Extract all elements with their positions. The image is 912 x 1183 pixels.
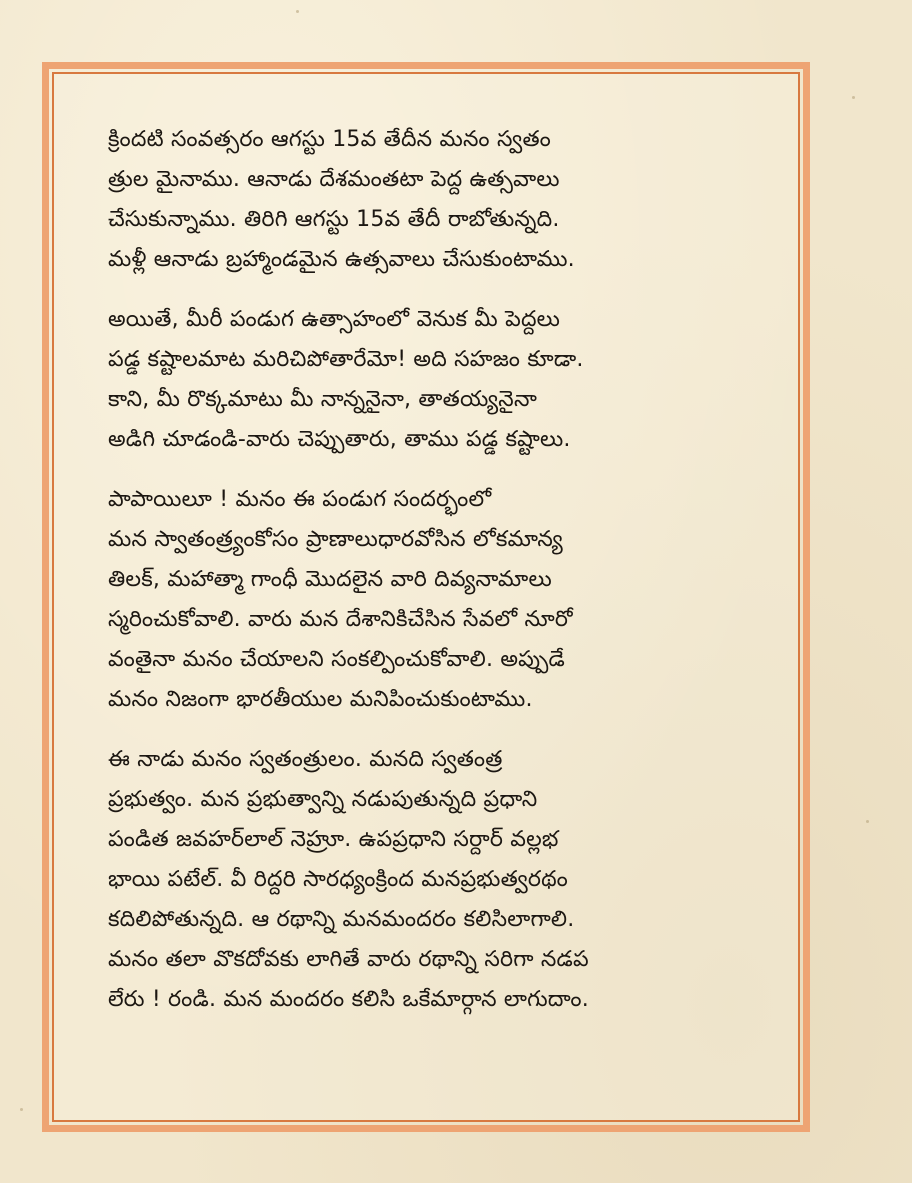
paragraph-2 xyxy=(108,300,758,460)
text-line: త్రుల మైనాము. ఆనాడు దేశమంతటా పెద్ద ఉత్సవాలు xyxy=(108,167,560,192)
text-line: అయితే, మీరీ పండుగ ఉత్సాహంలో వెనుక మీ పెద్దలు xyxy=(108,307,561,332)
text-line: కాని, మీ రొక్కమాటు మీ నాన్ననైనా, తాతయ్యనైనా xyxy=(108,387,538,412)
text-line: పాపాయిలూ ! మనం ఈ పండుగ సందర్భంలో xyxy=(108,487,492,512)
text-line: ప్రభుత్వం. మన ప్రభుత్వాన్ని నడుపుతున్నది ప్రధాని xyxy=(108,787,538,812)
paper-speck xyxy=(852,96,855,99)
text-line: పడ్డ కష్టాలమాట మరిచిపోతారేమో! అది సహజం కూడా. xyxy=(108,347,584,372)
document-body xyxy=(108,120,758,1020)
text-line: స్మరించుకోవాలి. వారు మన దేశానికిచేసిన సేవలో నూరో xyxy=(108,607,573,632)
text-line: భాయి పటేల్. వీ రిద్దరి సారధ్యంక్రింద మనప్రభుత్వరథం xyxy=(108,867,569,892)
paper-speck xyxy=(20,1108,23,1111)
text-line: క్రిందటి సంవత్సరం ఆగస్టు 15వ తేదీన మనం స్వతం xyxy=(108,127,551,152)
paragraph-4 xyxy=(108,740,758,1020)
text-line: తిలక్, మహాత్మా గాంధీ మొదలైన వారి దివ్యనామాలు xyxy=(108,567,552,592)
paper-speck xyxy=(866,820,869,823)
text-line: లేరు ! రండి. మన మందరం కలిసి ఒకేమార్గాన లాగుదాం. xyxy=(108,987,589,1012)
text-line: ఈ నాడు మనం స్వతంత్రులం. మనది స్వతంత్ర xyxy=(108,747,503,772)
paragraph-1 xyxy=(108,120,758,280)
text-line: చేసుకున్నాము. తిరిగి ఆగస్టు 15వ తేదీ రాబోతున్నది. xyxy=(108,207,560,232)
text-line: మళ్లీ ఆనాడు బ్రహ్మాండమైన ఉత్సవాలు చేసుకుంటాము. xyxy=(108,247,575,272)
text-line: మనం తలా వొకదోవకు లాగితే వారు రథాన్ని సరిగా నడప xyxy=(108,947,589,972)
paragraph-3 xyxy=(108,480,758,720)
text-line: పండిత జవహర్‌లాల్ నెహ్రూ. ఉపప్రధాని సర్దార్ వల్లభ xyxy=(108,827,559,852)
text-line: మన స్వాతంత్ర్యంకోసం ప్రాణాలుధారవోసిన లోకమాన్య xyxy=(108,527,563,552)
paper-speck xyxy=(296,10,299,13)
text-line: కదిలిపోతున్నది. ఆ రథాన్ని మనమందరం కలిసిలాగాలి. xyxy=(108,907,575,932)
text-line: మనం నిజంగా భారతీయుల మనిపించుకుంటాము. xyxy=(108,687,533,712)
text-line: వంతైనా మనం చేయాలని సంకల్పించుకోవాలి. అప్పుడే xyxy=(108,647,565,672)
text-line: అడిగి చూడండి-వారు చెప్పుతారు, తాము పడ్డ కష్టాలు. xyxy=(108,427,571,452)
